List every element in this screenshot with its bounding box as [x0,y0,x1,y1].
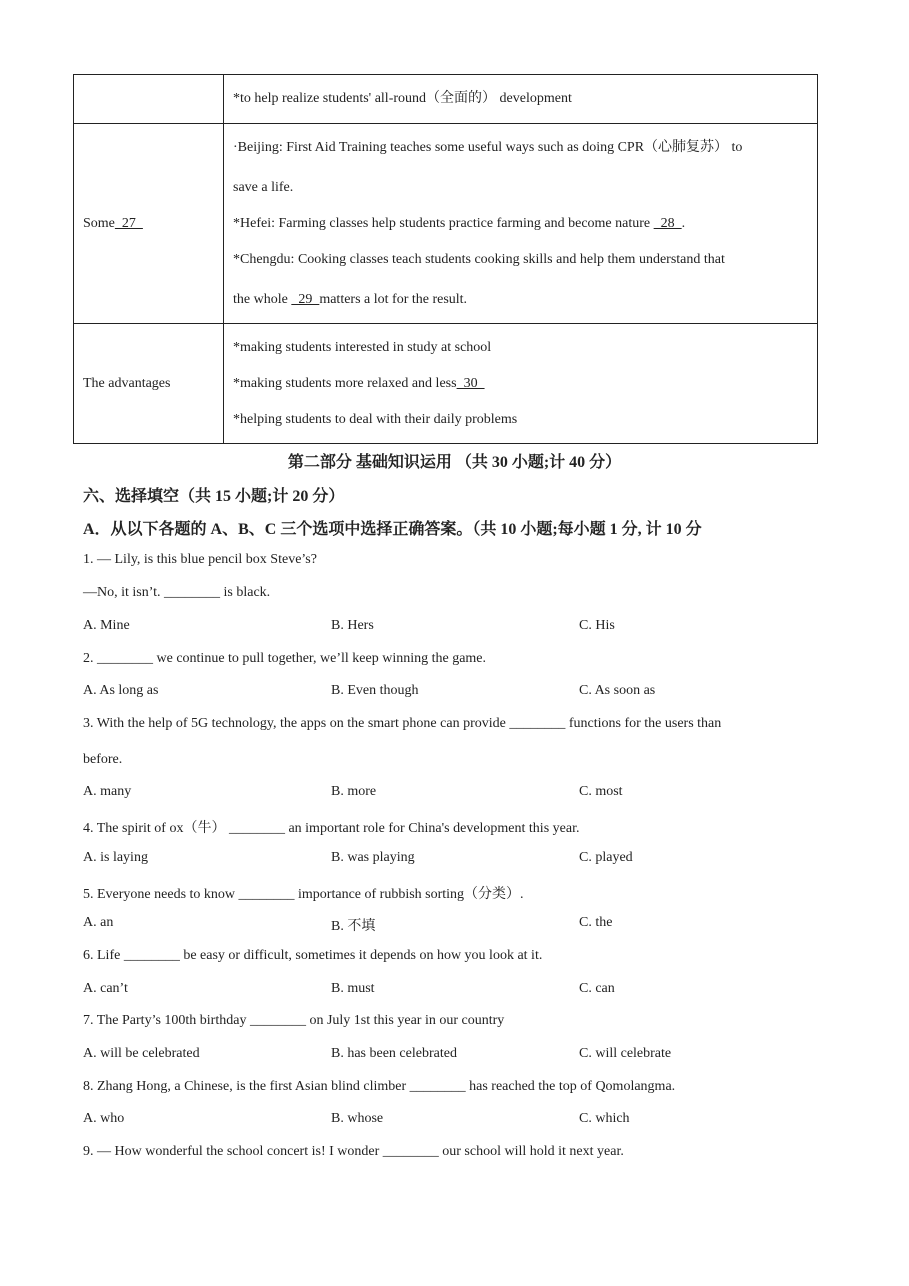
question-8-stem: 8. Zhang Hong, a Chinese, is the first Asian blind climber ________ has reached the top of Qomolangma. [83,1079,676,1094]
question-7-option-b: B. has been celebrated [331,1046,457,1061]
content-line: *making students interested in study at school [233,339,492,355]
text-span: the whole [233,291,292,307]
text-span: matters a lot for the result. [319,291,468,307]
row-label [74,124,224,324]
row-label-text: Some [83,215,115,231]
section-a-title: A．从以下各题的 A、B、C 三个选项中选择正确答案。（共 10 小题;每小题 1 分, 计 10 分 [83,521,702,538]
question-5-option-c: C. the [579,915,613,930]
blank-27: 27 [114,215,143,231]
question-7-option-a: A. will be celebrated [83,1046,200,1061]
blank-30: 30 [456,375,485,391]
question-1-option-a: A. Mine [83,618,130,633]
question-3-option-c: C. most [579,784,623,799]
question-6-option-c: C. can [579,981,615,996]
content-line [233,374,809,394]
table-row [74,75,818,124]
question-1-stem: 1. — Lily, is this blue pencil box Steve’s? [83,552,317,567]
question-1-option-b: B. Hers [331,618,374,633]
table-row [74,124,818,324]
question-4-option-b: B. was playing [331,850,415,865]
question-7-option-c: C. will celebrate [579,1046,672,1061]
row-content [224,124,818,324]
question-3-option-a: A. many [83,784,132,799]
question-6-option-b: B. must [331,981,375,996]
blank-29: 29 [291,291,320,307]
content-line: *helping students to deal with their daily problems [233,411,518,427]
content-line [233,290,809,310]
question-1-option-c: C. His [579,618,615,633]
question-4-option-a: A. is laying [83,850,148,865]
question-5-option-b: B. 不填 [331,919,376,934]
question-2-option-c: C. As soon as [579,683,656,698]
question-3-stem-cont: before. [83,752,123,767]
question-4-option-c: C. played [579,850,633,865]
question-8-option-b: B. whose [331,1111,384,1126]
row-label [74,75,224,124]
text-span: *Hefei: Farming classes help students practice farming and become nature [233,215,654,231]
question-2-stem: 2. ________ we continue to pull together, we’ll keep winning the game. [83,651,487,666]
content-line: save a life. [233,179,294,195]
question-7-stem: 7. The Party’s 100th birthday ________ on July 1st this year in our country [83,1013,505,1028]
content-line: ·Beijing: First Aid Training teaches some useful ways such as doing CPR（心肺复苏） to [233,139,743,155]
question-5-option-a: A. an [83,915,114,930]
question-3-option-b: B. more [331,784,377,799]
question-3-stem: 3. With the help of 5G technology, the apps on the smart phone can provide ________ functions for the users than [83,716,722,731]
blank-28: 28 [653,215,682,231]
text-span: . [681,215,686,231]
question-2-option-a: A. As long as [83,683,159,698]
question-8-option-a: A. who [83,1111,125,1126]
part-two-title: 第二部分 基础知识运用 （共 30 小题;计 40 分） [287,454,622,471]
row-content [224,324,818,444]
row-content [224,75,818,124]
row-label: The advantages [74,324,224,444]
summary-table [73,74,818,444]
question-1-stem-cont: —No, it isn’t. ________ is black. [83,585,271,600]
content-line: *to help realize students' all-round（全面的） development [233,91,572,106]
question-9-stem: 9. — How wonderful the school concert is! I wonder ________ our school will hold it next year. [83,1144,624,1159]
table-row [74,324,818,444]
question-6-stem: 6. Life ________ be easy or difficult, sometimes it depends on how you look at it. [83,948,543,963]
question-6-option-a: A. can’t [83,981,128,996]
text-span: *making students more relaxed and less [233,375,457,391]
question-2-option-b: B. Even though [331,683,419,698]
question-5-stem: 5. Everyone needs to know ________ importance of rubbish sorting（分类）. [83,887,524,902]
content-line [233,214,809,234]
content-line: *Chengdu: Cooking classes teach students cooking skills and help them understand that [233,251,725,267]
section-six-title: 六、选择填空（共 15 小题;计 20 分） [83,488,345,505]
question-4-stem: 4. The spirit of ox（牛） ________ an important role for China's development this year. [83,821,580,836]
question-8-option-c: C. which [579,1111,630,1126]
